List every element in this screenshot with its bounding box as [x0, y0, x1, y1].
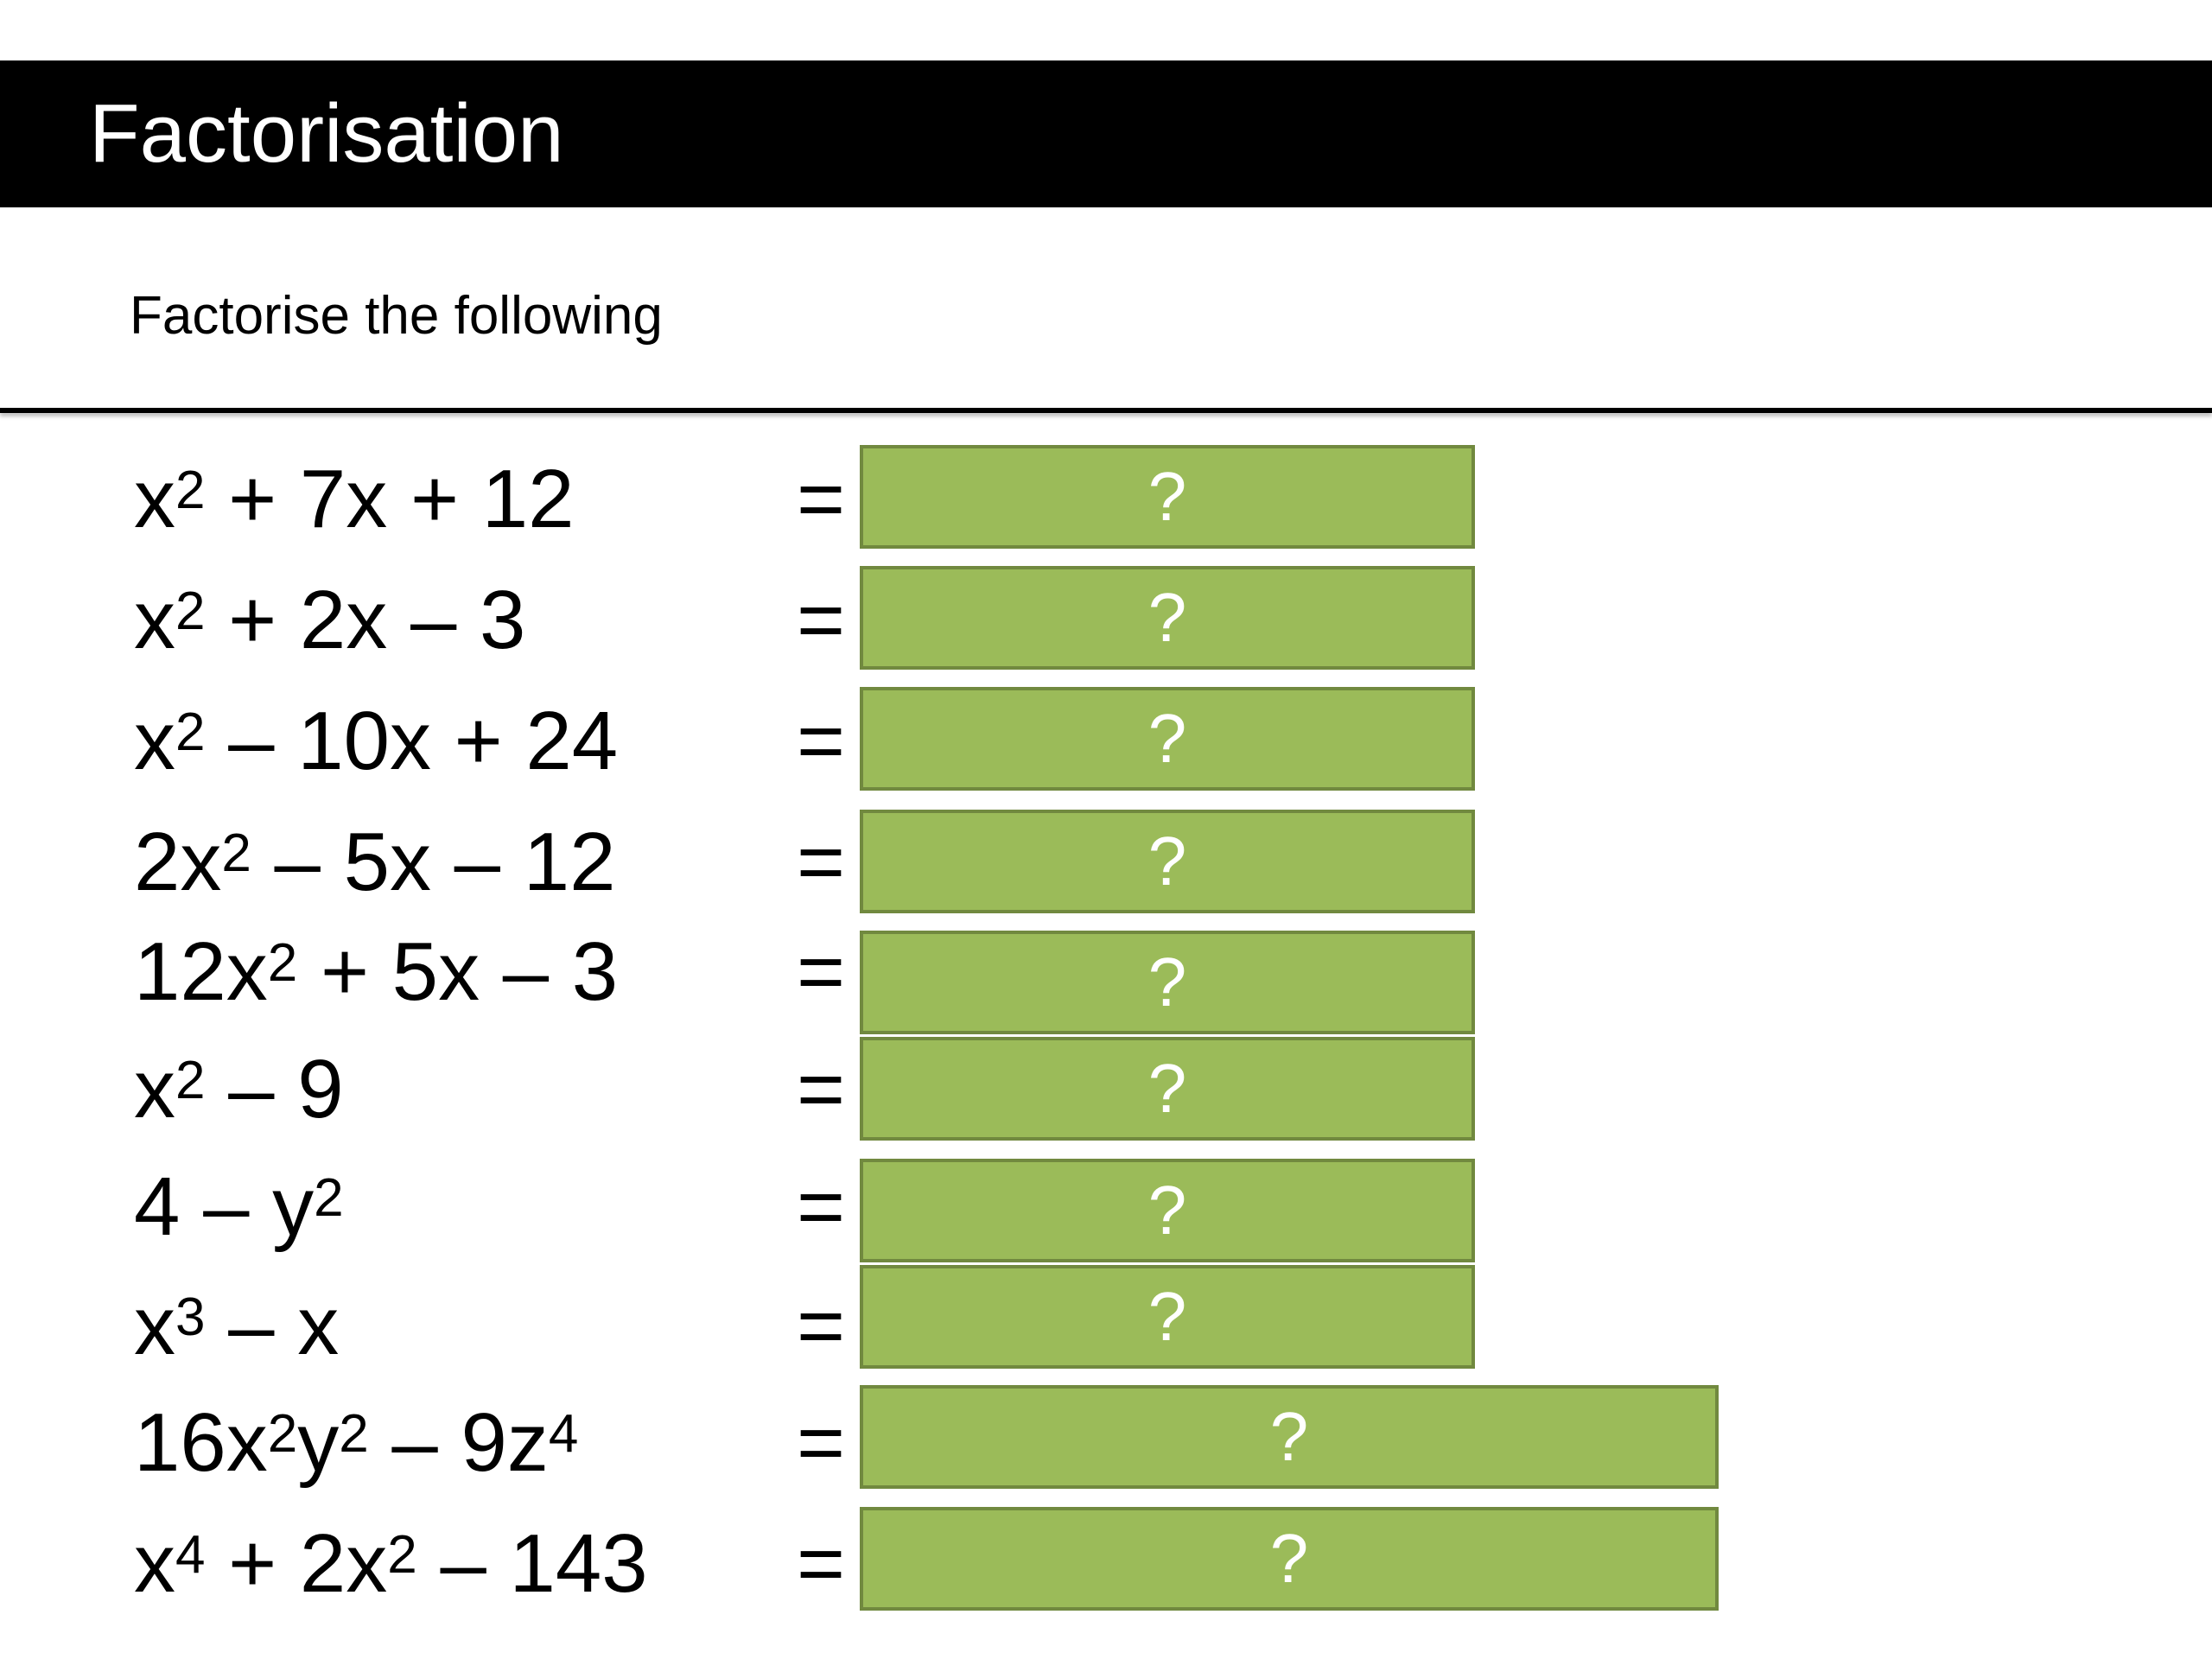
expression-2: $x^2 + 2x - 3$	[134, 574, 526, 666]
expression-9: $16x^2y^2 - 9z^4$	[134, 1396, 579, 1489]
reveal-answer-button-9[interactable]: ?	[860, 1385, 1719, 1489]
reveal-answer-button-5[interactable]: ?	[860, 931, 1475, 1034]
reveal-answer-button-10[interactable]: ?	[860, 1507, 1719, 1611]
equals-sign: =	[797, 1396, 846, 1489]
reveal-answer-button-7[interactable]: ?	[860, 1159, 1475, 1262]
reveal-answer-button-4[interactable]: ?	[860, 810, 1475, 913]
equals-sign: =	[797, 925, 846, 1018]
equals-sign: =	[797, 1043, 846, 1135]
reveal-answer-button-2[interactable]: ?	[860, 566, 1475, 670]
expression-8: $x^3$ – x	[134, 1280, 340, 1372]
equals-sign: =	[797, 453, 846, 545]
reveal-answer-button-8[interactable]: ?	[860, 1265, 1475, 1369]
expression-4: $2x^2 - 5x - 12$	[134, 816, 616, 908]
divider-line	[0, 408, 2212, 413]
expression-5: $12x^2 + 5x - 3$	[134, 925, 619, 1018]
equals-sign: =	[797, 816, 846, 908]
slide-title: Factorisation	[89, 87, 564, 180]
expression-1: $x^2 + 7x + 12$	[134, 453, 575, 545]
equals-sign: =	[797, 1517, 846, 1610]
title-bar	[0, 60, 2212, 207]
expression-6: $x^2 - 9$	[134, 1043, 344, 1135]
expression-7: $4 - y^2$	[134, 1160, 344, 1253]
equals-sign: =	[797, 574, 846, 666]
instruction-text: Factorise the following	[130, 286, 663, 346]
equals-sign: =	[797, 695, 846, 787]
equals-sign: =	[797, 1160, 846, 1253]
reveal-answer-button-6[interactable]: ?	[860, 1037, 1475, 1141]
equals-sign: =	[797, 1280, 846, 1372]
reveal-answer-button-3[interactable]: ?	[860, 687, 1475, 791]
expression-3: $x^2 - 10x + 24$	[134, 695, 619, 787]
reveal-answer-button-1[interactable]: ?	[860, 445, 1475, 549]
expression-10: $x^4 + 2x^2 - 143$	[134, 1517, 648, 1610]
